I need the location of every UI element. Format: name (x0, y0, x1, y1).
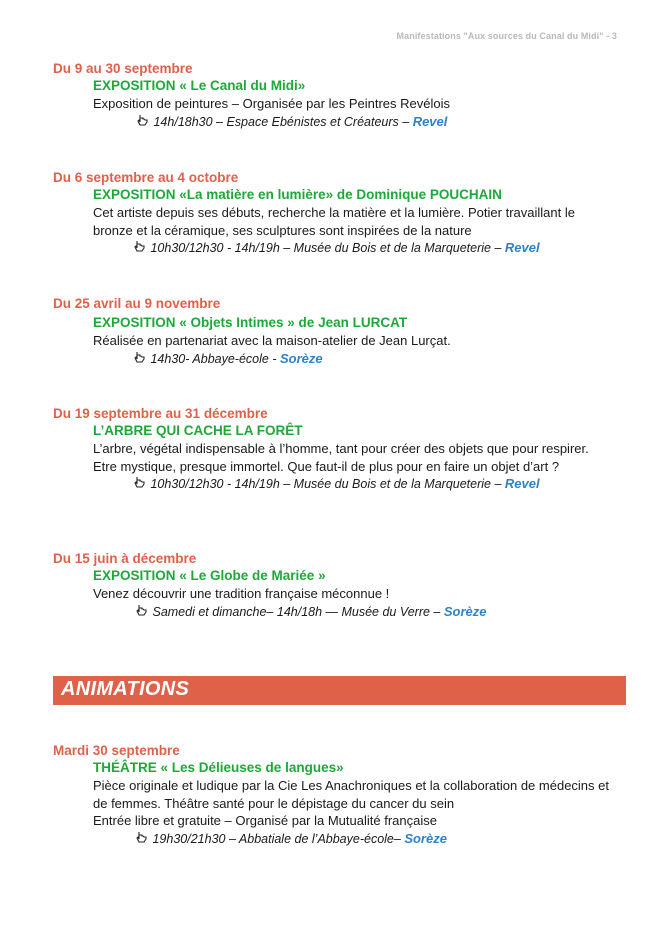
event-title: L’ARBRE QUI CACHE LA FORÊT (93, 423, 303, 438)
event-place: Sorèze (279, 350, 323, 366)
event-title: EXPOSITION « Le Canal du Midi» (93, 78, 306, 93)
pointing-hand-icon (136, 831, 148, 845)
event-title: EXPOSITION «La matière en lumière» de Dominique POUCHAIN (93, 187, 502, 202)
event-item (53, 169, 633, 257)
event-item (53, 742, 633, 848)
event-description: L’arbre, végétal indispensable à l’homme, tant pour créer des objets que pour respirer. Etre mystique, presque immortel. Que faut-il de plus pour en faire un objet d’art ? (93, 441, 589, 474)
event-description: Cet artiste depuis ses débuts, recherche la matière et la lumière. Potier travaillant le bronze et la céramique, ses sculptures sont inspirées de la nature (93, 205, 575, 238)
event-item (53, 405, 633, 493)
event-time-location: 14h/18h30 – Espace Ebénistes et Créateurs – (153, 114, 413, 129)
event-item (53, 550, 633, 621)
pointing-hand-icon (137, 114, 149, 128)
event-info (53, 113, 633, 131)
event-date: Du 19 septembre au 31 décembre (53, 406, 268, 421)
event-date: Du 9 au 30 septembre (53, 61, 193, 76)
event-info (53, 350, 633, 368)
event-item (53, 60, 633, 131)
event-place: Revel (504, 476, 540, 491)
event-info (53, 830, 633, 848)
pointing-hand-icon (134, 351, 146, 365)
event-item (53, 295, 633, 368)
section-header-bar (53, 676, 626, 705)
event-info (53, 475, 633, 493)
page-header: Manifestations "Aux sources du Canal du Midi" - 3 (396, 31, 617, 41)
event-description: Exposition de peintures – Organisée par les Peintres Revélois (93, 96, 450, 111)
event-description-secondary: Entrée libre et gratuite – Organisé par la Mutualité française (93, 813, 437, 828)
event-time-location: 10h30/12h30 - 14h/19h – Musée du Bois et de la Marqueterie – (150, 241, 505, 255)
event-time-location: 10h30/12h30 - 14h/19h – Musée du Bois et de la Marqueterie – (150, 477, 505, 491)
event-place: Sorèze (404, 830, 447, 846)
event-date: Du 15 juin à décembre (53, 551, 197, 566)
event-description: Venez découvrir une tradition française méconnue ! (93, 586, 390, 601)
event-time-location: 19h30/21h30 – Abbatiale de l’Abbaye-école– (152, 831, 405, 846)
event-place: Sorèze (443, 603, 487, 619)
event-date: Mardi 30 septembre (53, 743, 180, 758)
pointing-hand-icon (134, 476, 146, 490)
pointing-hand-icon (136, 604, 148, 618)
event-date: Du 6 septembre au 4 octobre (53, 170, 239, 185)
event-title: EXPOSITION « Le Globe de Mariée » (93, 568, 326, 583)
event-title: EXPOSITION « Objets Intimes » de Jean LURCAT (93, 315, 408, 330)
event-description: Pièce originale et ludique par la Cie Les Anachroniques et la collaboration de médecins et de femmes. Théâtre santé pour le dépistage du cancer du sein (93, 778, 609, 811)
event-time-location: Samedi et dimanche– 14h/18h — Musée du Verre – (152, 604, 444, 619)
event-title: THÉÂTRE « Les Délieuses de langues» (93, 760, 344, 775)
event-place: Revel (412, 113, 448, 129)
event-date: Du 25 avril au 9 novembre (53, 296, 221, 311)
pointing-hand-icon (134, 240, 146, 254)
event-info (53, 603, 633, 621)
event-description: Réalisée en partenariat avec la maison-atelier de Jean Lurçat. (93, 333, 451, 348)
event-place: Revel (504, 240, 540, 255)
event-info (53, 239, 633, 257)
section-title: ANIMATIONS (61, 678, 190, 700)
event-time-location: 14h30- Abbaye-école - (150, 351, 280, 366)
